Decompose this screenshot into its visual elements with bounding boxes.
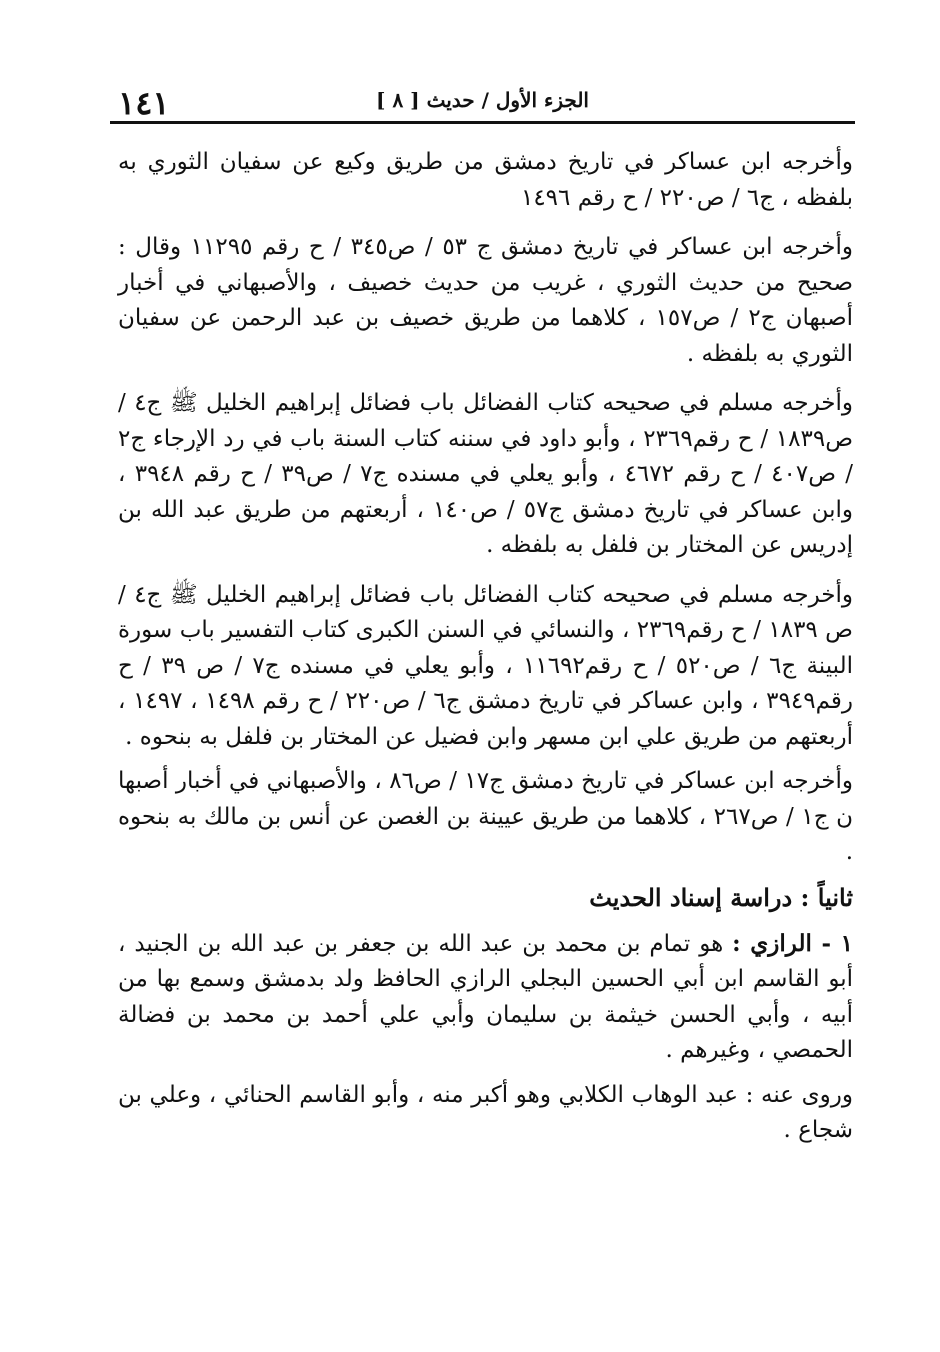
narrator-text: هو تمام بن محمد بن عبد الله بن جعفر بن عبد الله بن الجنيد ، أبو القاسم ابن أبي الحسين البجلي الرازي الحافظ ولد بدمشق وسمع بها من أبيه ، وأبي الحسن خيثمة بن سليمان وأبي علي أحمد بن محمد بن فضالة الحمصي ، وغيرهم . (118, 930, 853, 1063)
paragraph-takhrij-5: وأخرجه ابن عساكر في تاريخ دمشق ج١٧ / ص٨٦ ، والأصبهاني في أخبار أصبها ن ج١ / ص٢٦٧ ، كلاهما من طريق عيينة بن الغصن عن أنس بن مالك به بنحوه . (118, 768, 853, 865)
paragraph-takhrij-3: وأخرجه مسلم في صحيحه كتاب الفضائل باب فضائل إبراهيم الخليل ﷺ ج٤ / ص١٨٣٩ / ح رقم٢٣٦٩ ، وأبو داود في سننه كتاب السنة باب في رد الإرجاء ج٢ / ص٤٠٧ / ح رقم ٤٦٧٢ ، وأبو يعلي في مسنده ج٧ / ص٣٩ / ح رقم ٣٩٤٨ ، وابن عساكر في تاريخ دمشق ج٥٧ / ص١٤٠ ، أربعتهم من طريق عبد الله بن إدريس عن المختار بن فلفل به بلفظه . (118, 390, 854, 558)
page-body (118, 145, 853, 1163)
narrated-from-paragraph: وروى عنه : عبد الوهاب الكلابي وهو أكبر منه ، وأبو القاسم الحنائي ، وعلي بن شجاع . (118, 1081, 853, 1143)
section-heading: ثانياً : دراسة إسناد الحديث (589, 882, 853, 912)
narrator-entry (118, 926, 853, 1069)
page-header (110, 84, 855, 122)
paragraph-takhrij-1: وأخرجه ابن عساكر في تاريخ دمشق من طريق وكيع عن سفيان الثوري به بلفظه ، ج٦ / ص٢٢٠ / ح رقم ١٤٩٦ (118, 149, 853, 211)
header-divider (110, 121, 855, 124)
narrator-label: ١ - الرازي : (732, 929, 853, 957)
running-head: الجزء الأول / حديث [ ٨ ] (376, 88, 589, 112)
page-number: ١٤١ (118, 84, 170, 122)
paragraph-takhrij-4: وأخرجه مسلم في صحيحه كتاب الفضائل باب فضائل إبراهيم الخليل ﷺ ج٤ / ص ١٨٣٩ / ح رقم٢٣٦٩ ، والنسائي في السنن الكبرى كتاب التفسير باب سورة البينة ج٦ / ص٥٢٠ / ح رقم١١٦٩٢ ، وأبو يعلي في مسنده ج٧ / ص ٣٩ / ح رقم٣٩٤٩ ، وابن عساكر في تاريخ دمشق ج٦ / ص٢٢٠ / ح رقم ١٤٩٨ ، ١٤٩٧ ، أربعتهم من طريق علي ابن مسهر وابن فضيل عن المختار بن فلفل به بنحوه . (118, 581, 854, 750)
paragraph-takhrij-2: وأخرجه ابن عساكر في تاريخ دمشق ج ٥٣ / ص٣٤٥ / ح رقم ١١٢٩٥ وقال : صحيح من حديث الثوري ، غريب من حديث خصيف ، والأصبهاني في أخبار أصبهان ج٢ / ص١٥٧ ، كلاهما من طريق خصيف بن عبد الرحمن عن سفيان الثوري به بلفظه . (118, 234, 853, 367)
